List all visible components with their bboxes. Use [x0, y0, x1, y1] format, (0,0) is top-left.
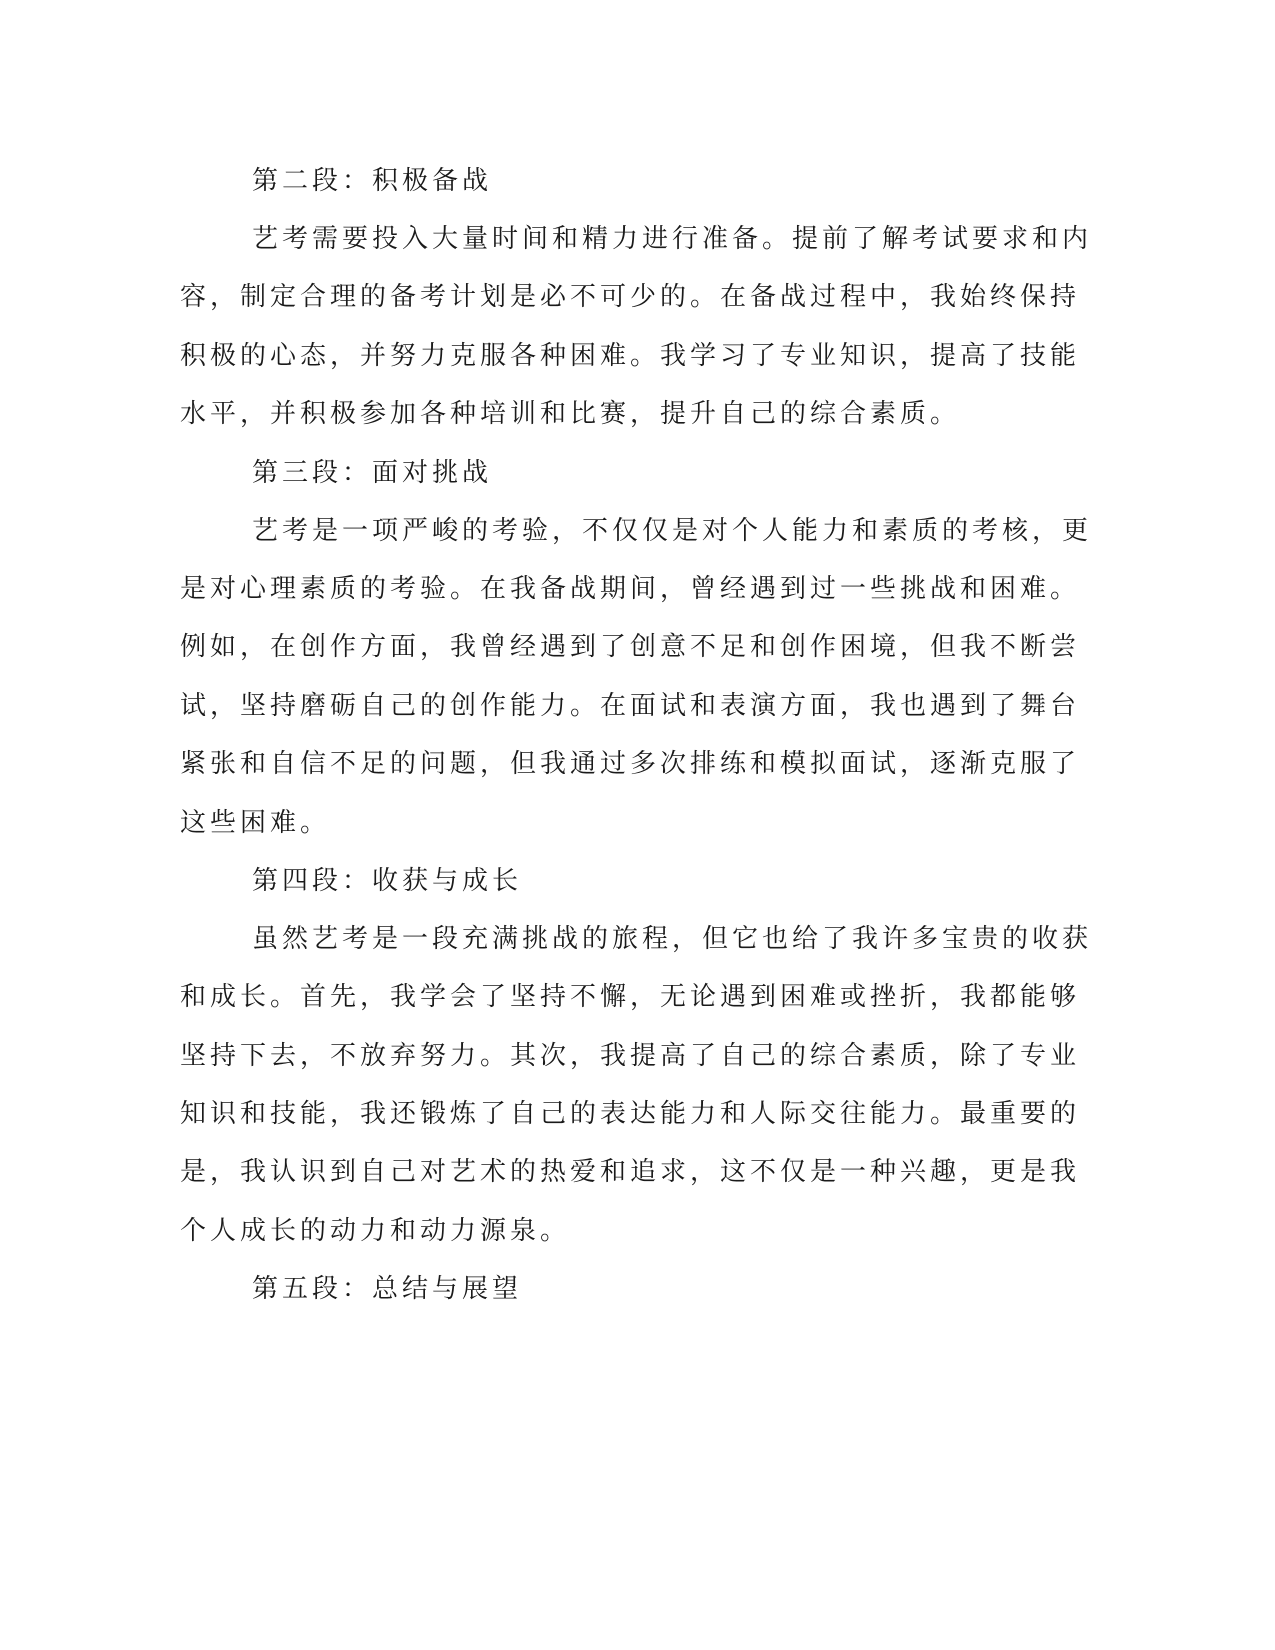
paragraph-line: 试，坚持磨砺自己的创作能力。在面试和表演方面，我也遇到了舞台: [180, 690, 1081, 721]
paragraph-line: 紧张和自信不足的问题，但我通过多次排练和模拟面试，逐渐克服了: [180, 749, 1081, 780]
paragraph-line: 例如，在创作方面，我曾经遇到了创意不足和创作困境，但我不断尝: [180, 632, 1081, 663]
section-heading: 第四段：收获与成长: [252, 865, 523, 896]
paragraph-line: 是对心理素质的考验。在我备战期间，曾经遇到过一些挑战和困难。: [180, 573, 1081, 604]
paragraph-line: 知识和技能，我还锻炼了自己的表达能力和人际交往能力。最重要的: [180, 1099, 1081, 1130]
paragraph-line: 虽然艺考是一段充满挑战的旅程，但它也给了我许多宝贵的收获: [252, 923, 1093, 954]
paragraph-line: 和成长。首先，我学会了坚持不懈，无论遇到困难或挫折，我都能够: [180, 982, 1081, 1013]
paragraph-line: 个人成长的动力和动力源泉。: [180, 1215, 571, 1246]
paragraph-line: 这些困难。: [180, 807, 331, 838]
paragraph-line: 艺考需要投入大量时间和精力进行准备。提前了解考试要求和内: [252, 224, 1093, 254]
paragraph-line: 容，制定合理的备考计划是必不可少的。在备战过程中，我始终保持: [180, 282, 1081, 313]
section-heading: 第二段：积极备战: [252, 166, 493, 196]
paragraph-line: 是，我认识到自己对艺术的热爱和追求，这不仅是一种兴趣，更是我: [180, 1157, 1081, 1188]
paragraph-line: 艺考是一项严峻的考验，不仅仅是对个人能力和素质的考核，更: [252, 515, 1093, 546]
section-heading: 第五段：总结与展望: [252, 1274, 523, 1305]
paragraph-line: 积极的心态，并努力克服各种困难。我学习了专业知识，提高了技能: [180, 340, 1081, 371]
document-page: [180, 152, 1093, 1318]
paragraph-line: 水平，并积极参加各种培训和比赛，提升自己的综合素质。: [180, 399, 961, 430]
section-heading: 第三段：面对挑战: [252, 457, 493, 488]
paragraph-line: 坚持下去，不放弃努力。其次，我提高了自己的综合素质，除了专业: [180, 1040, 1081, 1071]
